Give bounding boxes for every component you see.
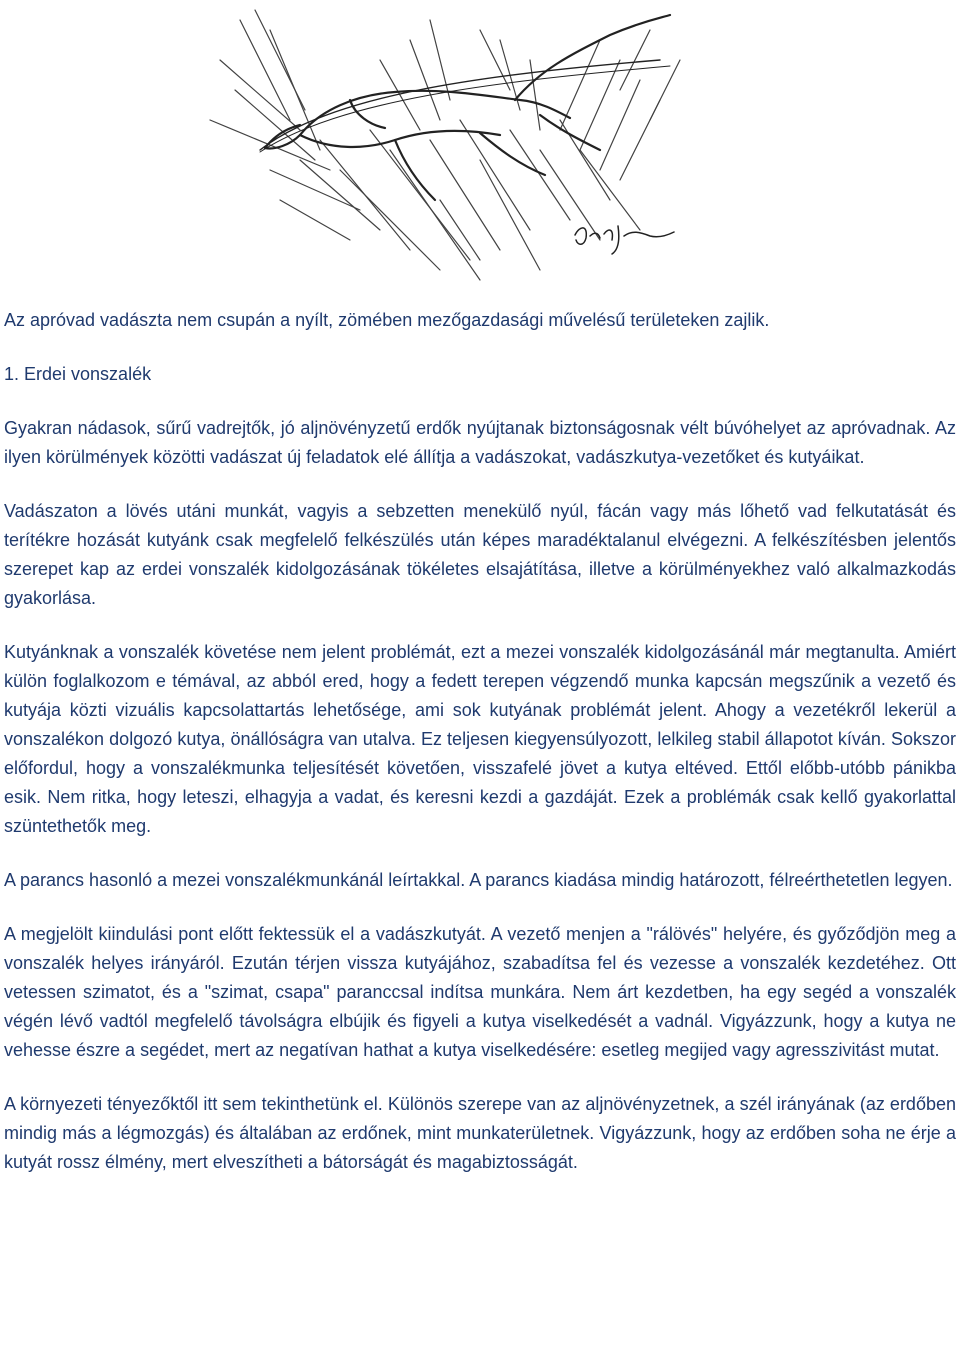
body-paragraph: A megjelölt kiindulási pont előtt fektessük el a vadászkutyát. A vezető menjen a "rálövés" helyére, és győződjön meg a vonszalék helyes irányáról. Ezután térjen vissza kutyájához, szabadítsa fel és vezesse a vonszalék kezdetéhez. Ott vetessen szimatot, és a "szimat, csapa" paranccsal indítsa munkára. Nem árt kezdetben, ha egy segéd a vonszalék végén lévő vadtól megfelelő távolságra elbújik és figyeli a kutya viselkedését a vadnál. Vigyázzunk, hogy a kutya ne vehesse észre a segédet, mert az negatívan hathat a kutya viselkedésére: esetleg megijed vagy agresszivitást mutat. [4, 924, 956, 1060]
body-paragraph: Vadászaton a lövés utáni munkát, vagyis a sebzetten menekülő nyúl, fácán vagy más lőhető vad felkutatását és terítékre hozását kutyánk csak megfelelő felkészülés után képes maradéktalanul elvégezni. A felkészítésben jelentős szerepet kap az erdei vonszalék kidolgozásának tökéletes elsajátítása, illetve a körülményekhez való alkalmazkodás gyakorlása. [4, 501, 956, 608]
hunting-dog-illustration [180, 0, 700, 285]
section-heading: 1. Erdei vonszalék [4, 364, 152, 384]
article-body [4, 306, 956, 1202]
body-paragraph: Gyakran nádasok, sűrű vadrejtők, jó aljnövényzetű erdők nyújtanak biztonságosnak vélt búvóhelyet az apróvadnak. Az ilyen körülmények közötti vadászat új feladatok elé állítja a vadászokat, vadászkutya-vezetőket és kutyáikat. [4, 418, 956, 467]
intro-paragraph: Az apróvad vadászta nem csupán a nyílt, zömében mezőgazdasági művelésű területeken zajlik. [4, 310, 770, 330]
body-paragraph: A parancs hasonló a mezei vonszalékmunkánál leírtakkal. A parancs kiadása mindig határozott, félreérthetetlen legyen. [4, 870, 953, 890]
body-paragraph: A környezeti tényezőktől itt sem tekinthetünk el. Különös szerepe van az aljnövényzetnek, a szél irányának (az erdőben mindig más a légmozgás) és általában az erdőnek, mint munkaterületnek. Vigyázzunk, hogy az erdőben soha ne érje a kutyát rossz élmény, mert elveszítheti a bátorságát és magabiztosságát. [4, 1094, 956, 1172]
body-paragraph: Kutyánknak a vonszalék követése nem jelent problémát, ezt a mezei vonszalék kidolgozásánál már megtanulta. Amiért külön foglalkozom e témával, az abból ered, hogy a fedett terepen végzendő munka kapcsán megszűnik a vezető és kutyája közti vizuális kapcsolattartás lehetősége, ami sok kutyának problémát jelent. Ahogy a vezetékről lekerül a vonszalékon dolgozó kutya, önállóságra van utalva. Ez teljesen kiegyensúlyozott, lelkileg stabil állapotot kíván. Sokszor előfordul, hogy a vonszalékmunka teljesítését követően, visszafelé jövet a kutya eltéved. Ettől előbb-utóbb pánikba esik. Nem ritka, hogy leteszi, elhagyja a vadat, és keresni kezdi a gazdáját. Ezek a problémák csak kellő gyakorlattal szüntethetők meg. [4, 642, 956, 836]
